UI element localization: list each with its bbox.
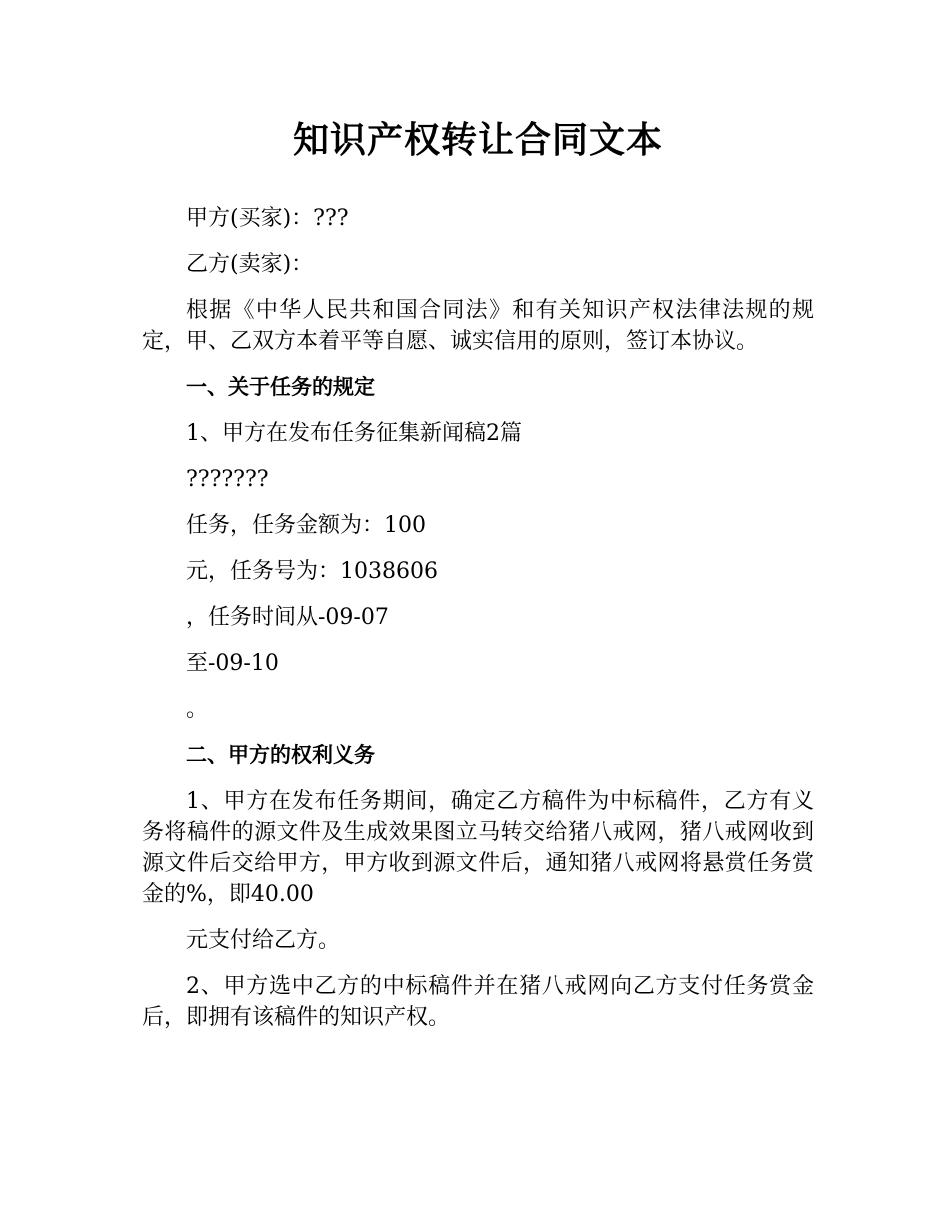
document-body [142, 203, 814, 1048]
task-clause-line: 。 [186, 697, 209, 722]
party-b-line: 乙方(卖家)： [186, 252, 314, 277]
task-clause-line: 至-09-10 [186, 651, 279, 676]
task-clause-line: 元，任务号为：1038606 [186, 559, 438, 584]
document-title: 知识产权转让合同文本 [292, 120, 663, 161]
party-a-line: 甲方(买家)：??? [186, 206, 349, 231]
party-a-rights-clause-1-continued: 元支付给乙方。 [186, 928, 341, 953]
task-clause-line: ，任务时间从-09-07 [186, 605, 389, 630]
preamble-paragraph: 根据《中华人民共和国合同法》和有关知识产权法律法规的规定，甲、乙双方本着平等自愿、诚实信用的原则，签订本协议。 [142, 298, 814, 354]
task-clause-line: 1、甲方在发布任务征集新闻稿2篇 [186, 421, 522, 446]
party-a-rights-clause-1: 1、甲方在发布任务期间，确定乙方稿件为中标稿件，乙方有义务将稿件的源文件及生成效果图立马转交给猪八戒网，猪八戒网收到源文件后交给甲方，甲方收到源文件后，通知猪八戒网将悬赏任务赏金的%，即40.00 [142, 789, 814, 907]
section-heading-2: 二、甲方的权利义务 [186, 743, 375, 767]
party-a-rights-clause-2: 2、甲方选中乙方的中标稿件并在猪八戒网向乙方支付任务赏金后，即拥有该稿件的知识产权。 [142, 974, 814, 1030]
task-clause-line: 任务，任务金额为：100 [186, 513, 426, 538]
task-clause-line: ??????? [186, 467, 269, 492]
section-heading-1: 一、关于任务的规定 [186, 375, 375, 399]
